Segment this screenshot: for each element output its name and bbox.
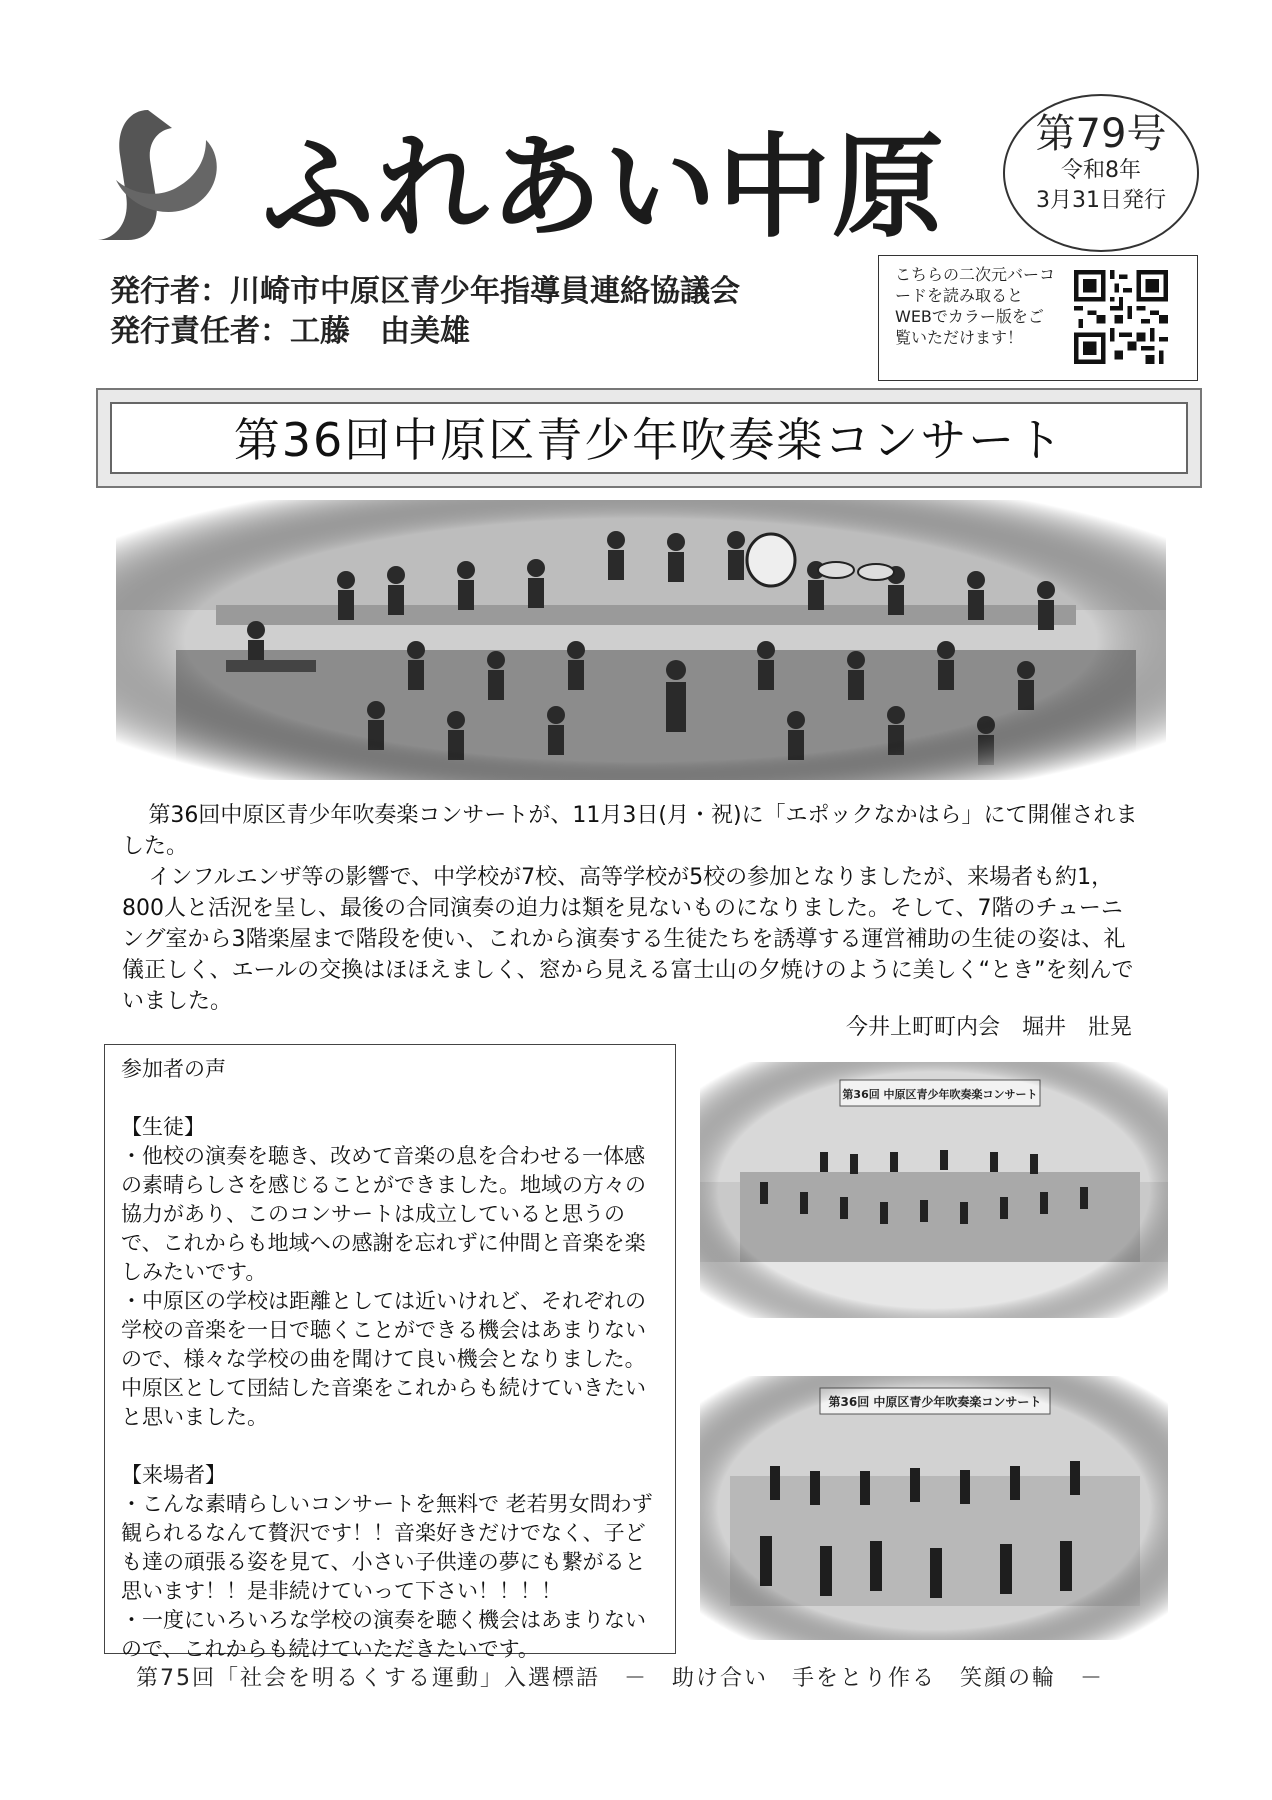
issue-date: 3月31日発行 — [1036, 188, 1166, 213]
participant-voices-box — [104, 1044, 676, 1661]
section-title: 第36回中原区青少年吹奏楽コンサート — [110, 402, 1188, 474]
section-banner — [96, 388, 1202, 488]
article-paragraph: 第36回中原区青少年吹奏楽コンサートが、11月3日(月・祝)に「エポックなかはら」にて開催されました。 — [122, 803, 1138, 859]
publisher-line: 発行者：川崎市中原区青少年指導員連絡協議会 — [110, 274, 740, 309]
student-comment: ・中原区の学校は距離としては近いけれど、それぞれの学校の音楽を一日で聴くことができる機会はあまりないので、様々な学校の曲を聞けて良い機会となりました。中原区として団結した音楽をこれからも続けていきたいと思いました。 — [121, 1289, 646, 1429]
newsletter-title: ふれあい中原 — [262, 123, 946, 253]
band-performance-photo — [116, 500, 1166, 780]
students-heading: 【生徒】 — [121, 1115, 205, 1139]
nakahara-emblem-icon — [88, 100, 238, 250]
publisher-responsible-line: 発行責任者：工藤 由美雄 — [110, 314, 470, 349]
issue-era: 令和8年 — [1061, 158, 1141, 183]
issue-number: 第79号 — [1035, 111, 1167, 157]
article-byline: 今井上町町内会 堀井 壯晃 — [845, 1015, 1132, 1040]
qr-notice — [878, 255, 1198, 381]
concert-stage-photo — [700, 1376, 1168, 1640]
footer-slogan: 第75回「社会を明るくする運動」入選標語 － 助け合い 手をとり作る 笑顔の輪 － — [136, 1666, 1104, 1691]
issue-badge — [1003, 94, 1199, 252]
visitors-heading: 【来場者】 — [121, 1463, 226, 1487]
qr-code-icon[interactable] — [1074, 270, 1168, 364]
visitor-comment: ・こんな素晴らしいコンサートを無料で 老若男女問わず観られるなんて贅沢です！！音楽好きだけでなく、子ども達の頑張る姿を見て、小さい子供達の夢にも繋がると思います！！是非続けていって下さい！！！！ — [121, 1492, 653, 1603]
concert-hall-photo — [700, 1062, 1168, 1318]
voices-heading: 参加者の声 — [121, 1057, 226, 1081]
visitor-comment: ・一度にいろいろな学校の演奏を聴く機会はあまりないので、これからも続けていただきたいです。 — [121, 1608, 646, 1661]
student-comment: ・他校の演奏を聴き、改めて音楽の息を合わせる一体感の素晴らしさを感じることができました。地域の方々の協力があり、このコンサートは成立していると思うので、これからも地域への感謝を忘れずに仲間と音楽を楽しみたいです。 — [121, 1144, 646, 1284]
article-body — [122, 800, 1142, 1017]
article-paragraph: インフルエンザ等の影響で、中学校が7校、高等学校が5校の参加となりましたが、来場者も約1，800人と活況を呈し、最後の合同演奏の迫力は類を見ないものになりました。そして、7階のチューニング室から3階楽屋まで階段を使い、これから演奏する生徒たちを誘導する運営補助の生徒の姿は、礼儀正しく、エールの交換はほほえましく、窓から見える富士山の夕焼けのように美しく“とき”を刻んでいました。 — [122, 865, 1134, 1014]
publisher-info — [110, 272, 740, 352]
qr-note: こちらの二次元バーコードを読み取るとWEBでカラー版をご覧いただけます！ — [895, 265, 1056, 347]
